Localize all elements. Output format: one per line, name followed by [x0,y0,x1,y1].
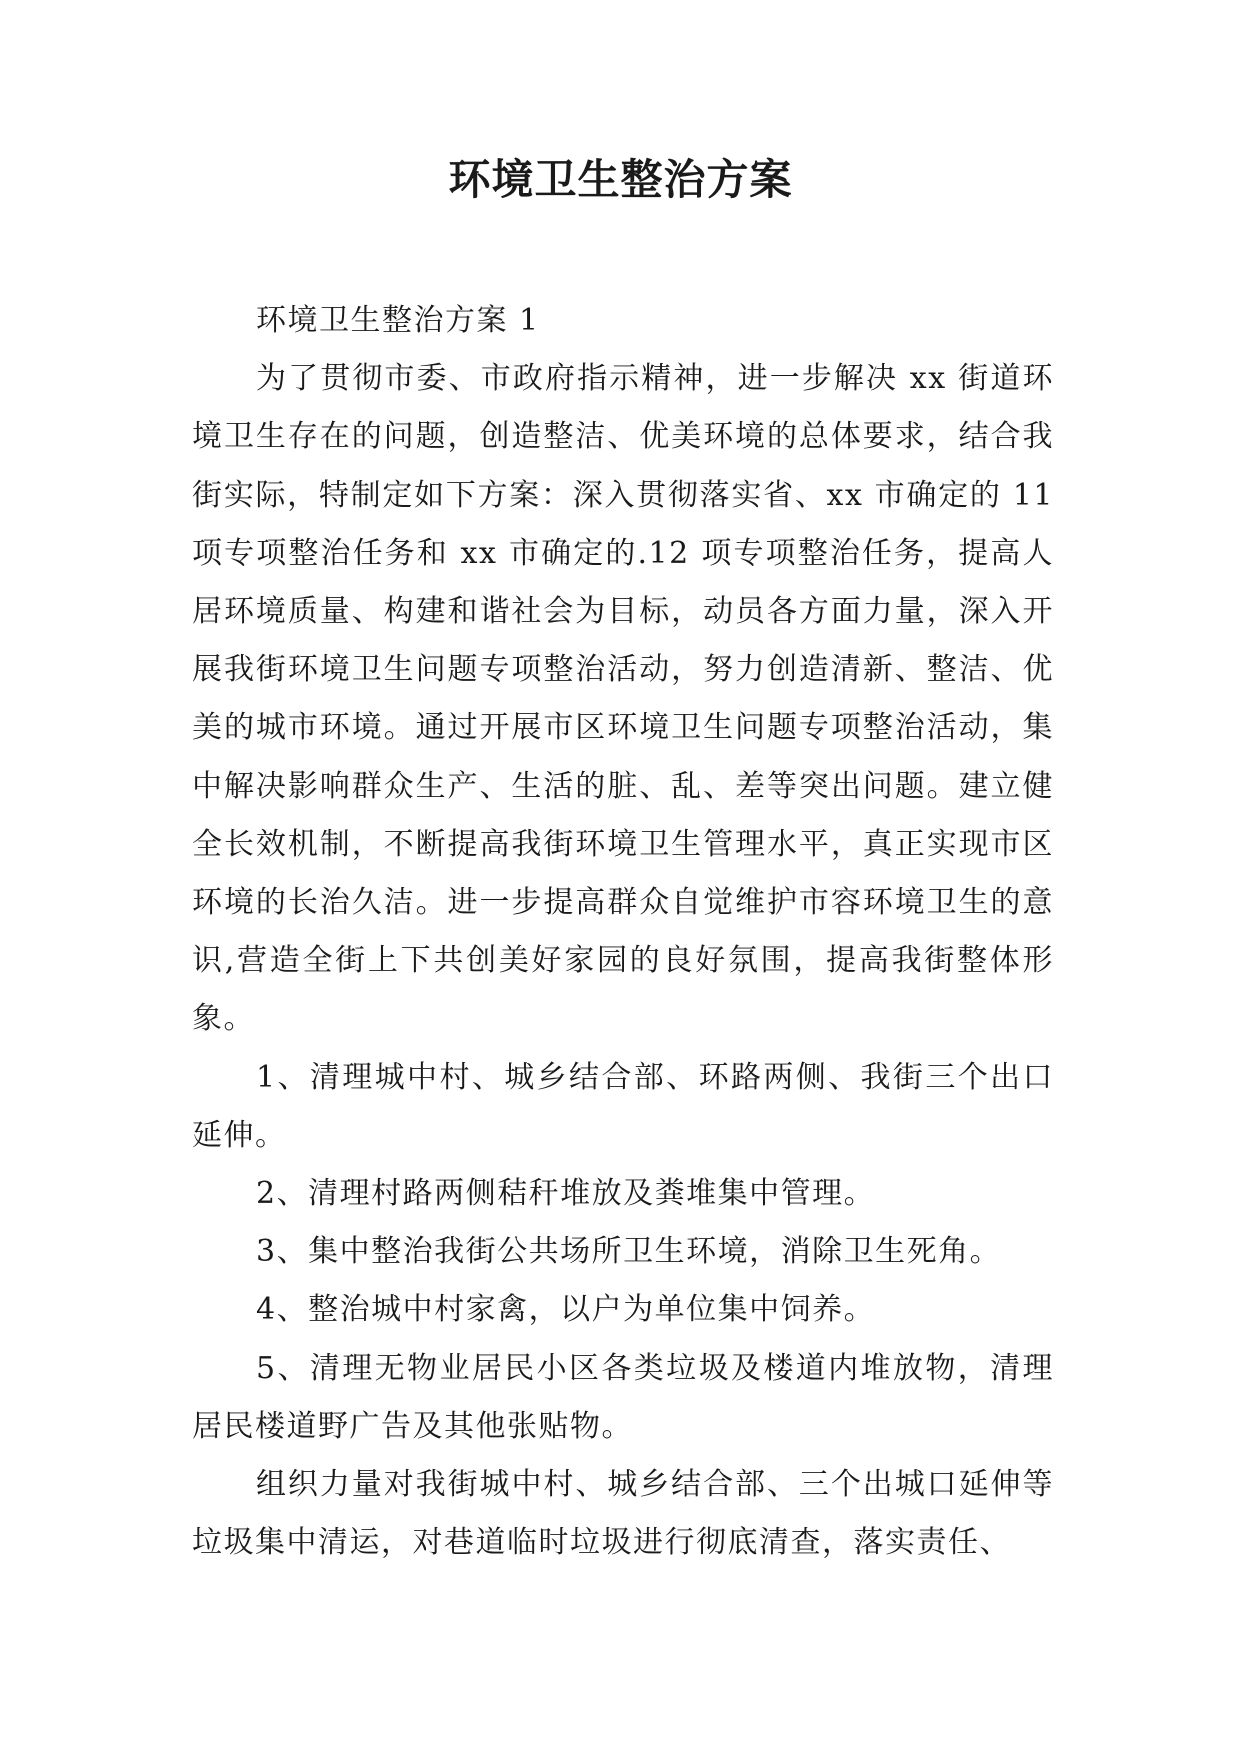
list-item-2: 2、清理村路两侧秸秆堆放及粪堆集中管理。 [256,1176,876,1212]
paragraph-intro: 为了贯彻市委、市政府指示精神，进一步解决 xx 街道环境卫生存在的问题，创造整洁、优美环境的总体要求，结合我街实际，特制定如下方案：深入贯彻落实省、xx 市确定的 11 项专项整治任务和 xx 市确定的.12 项专项整治任务，提高人居环境质量、构建和谐社会为目标，动员各方面力量，深入开展我街环境卫生问题专项整治活动，努力创造清新、整洁、优美的城市环境。通过开展市区环境卫生问题专项整治活动，集中解决影响群众生产、生活的脏、乱、差等突出问题。建立健全长效机制，不断提高我街环境卫生管理水平，真正实现市区环境的长治久洁。进一步提高群众自觉维护市容环境卫生的意识,营造全街上下共创美好家园的良好氛围，提高我街整体形象。 [192,361,1054,1037]
document-body [192,292,1054,1572]
paragraph-heading: 环境卫生整治方案 1 [256,303,540,338]
paragraph-closing: 组织力量对我街城中村、城乡结合部、三个出城口延伸等垃圾集中清运，对巷道临时垃圾进行彻底清查，落实责任、 [192,1467,1054,1561]
list-item-3: 3、集中整治我街公共场所卫生环境，消除卫生死角。 [256,1234,1002,1270]
list-item-4: 4、整治城中村家禽，以户为单位集中饲养。 [256,1292,876,1328]
list-item-1: 1、清理城中村、城乡结合部、环路两侧、我街三个出口延伸。 [192,1059,1054,1153]
list-item-5: 5、清理无物业居民小区各类垃圾及楼道内堆放物，清理居民楼道野广告及其他张贴物。 [192,1350,1054,1444]
document-title: 环境卫生整治方案 [448,155,793,204]
